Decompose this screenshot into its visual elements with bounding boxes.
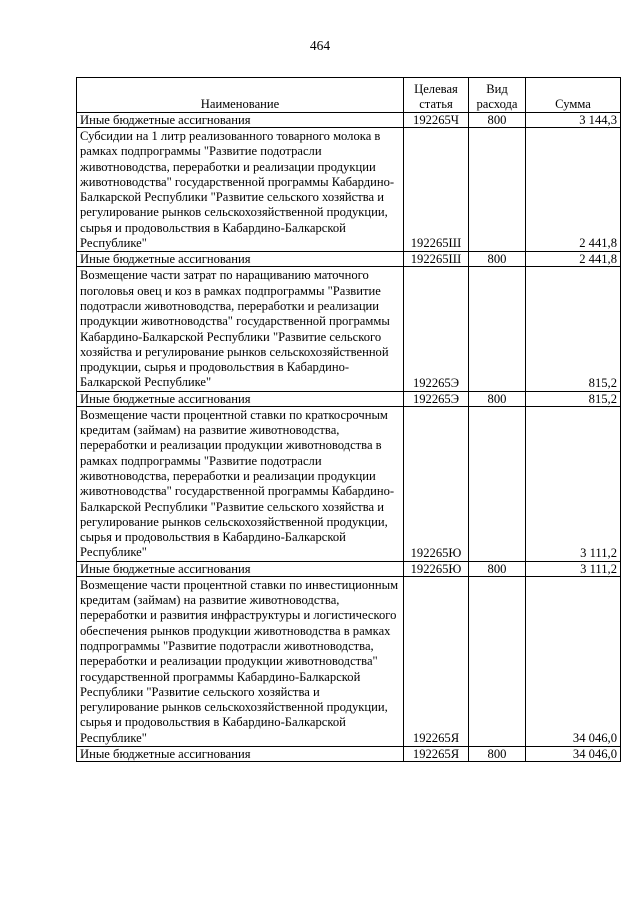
row-sum: 815,2 [526, 267, 621, 391]
table-header-row [77, 78, 621, 113]
row-sum: 34 046,0 [526, 576, 621, 746]
row-code: 192265Ш [404, 252, 469, 267]
table-row [77, 113, 621, 128]
row-sum: 2 441,8 [526, 128, 621, 252]
row-code: 192265Э [404, 267, 469, 391]
row-expense-type: 800 [469, 391, 526, 406]
row-expense-type [469, 406, 526, 561]
table-row [77, 252, 621, 267]
page-number: 464 [309, 38, 331, 53]
row-code: 192265Э [404, 391, 469, 406]
table-row [77, 391, 621, 406]
row-name: Иные бюджетные ассигнования [77, 746, 404, 761]
row-sum: 2 441,8 [526, 252, 621, 267]
table-row [77, 576, 621, 746]
row-sum: 3 111,2 [526, 406, 621, 561]
row-expense-type: 800 [469, 561, 526, 576]
row-expense-type [469, 128, 526, 252]
row-name: Иные бюджетные ассигнования [77, 113, 404, 128]
row-sum: 815,2 [526, 391, 621, 406]
row-expense-type: 800 [469, 113, 526, 128]
header-expense-type: Вид расхода [469, 78, 526, 113]
row-expense-type: 800 [469, 252, 526, 267]
table-row [77, 267, 621, 391]
row-sum: 3 111,2 [526, 561, 621, 576]
budget-table [76, 77, 621, 762]
row-name: Возмещение части процентной ставки по краткосрочным кредитам (займам) на развитие животноводства, переработки и реализации продукции животноводства в рамках подпрограммы "Развитие подотрасли животноводства, переработки и реализации продукции животноводства" государственной программы Кабардино-Балкарской Республики "Развитие сельского хозяйства и регулирование рынков сельскохозяйственной продукции, сырья и продовольствия в Кабардино-Балкарской Республике" [77, 406, 404, 561]
header-name: Наименование [77, 78, 404, 113]
row-expense-type: 800 [469, 746, 526, 761]
row-code: 192265Я [404, 746, 469, 761]
row-name: Субсидии на 1 литр реализованного товарного молока в рамках подпрограммы "Развитие подотрасли животноводства, переработки и реализации продукции животноводства" государственной программы Кабардино-Балкарской Республики "Развитие сельского хозяйства и регулирование рынков сельскохозяйственной продукции, сырья и продовольствия в Кабардино-Балкарской Республике" [77, 128, 404, 252]
row-sum: 34 046,0 [526, 746, 621, 761]
row-code: 192265Я [404, 576, 469, 746]
row-code: 192265Ю [404, 561, 469, 576]
row-name: Возмещение части затрат по наращиванию маточного поголовья овец и коз в рамках подпрограммы "Развитие подотрасли животноводства, переработки и реализации продукции животноводства" государственной программы Кабардино-Балкарской Республики "Развитие сельского хозяйства и регулирование рынков сельскохозяйственной продукции, сырья и продовольствия в Кабардино-Балкарской Республике" [77, 267, 404, 391]
table-row [77, 561, 621, 576]
row-name: Иные бюджетные ассигнования [77, 561, 404, 576]
row-code: 192265Ю [404, 406, 469, 561]
row-code: 192265Ш [404, 128, 469, 252]
header-code: Целевая статья [404, 78, 469, 113]
header-sum: Сумма [526, 78, 621, 113]
table-row [77, 128, 621, 252]
row-expense-type [469, 267, 526, 391]
row-name: Возмещение части процентной ставки по инвестиционным кредитам (займам) на развитие животноводства, переработки и развития инфраструктуры и логистического обеспечения рынков продукции животноводства в рамках подпрограммы "Развитие подотрасли животноводства, переработки и реализации продукции животноводства" государственной программы Кабардино-Балкарской Республики "Развитие сельского хозяйства и регулирование рынков сельскохозяйственной продукции, сырья и продовольствия в Кабардино-Балкарской Республике" [77, 576, 404, 746]
table-row [77, 406, 621, 561]
row-sum: 3 144,3 [526, 113, 621, 128]
row-code: 192265Ч [404, 113, 469, 128]
table-row [77, 746, 621, 761]
row-name: Иные бюджетные ассигнования [77, 391, 404, 406]
row-name: Иные бюджетные ассигнования [77, 252, 404, 267]
row-expense-type [469, 576, 526, 746]
